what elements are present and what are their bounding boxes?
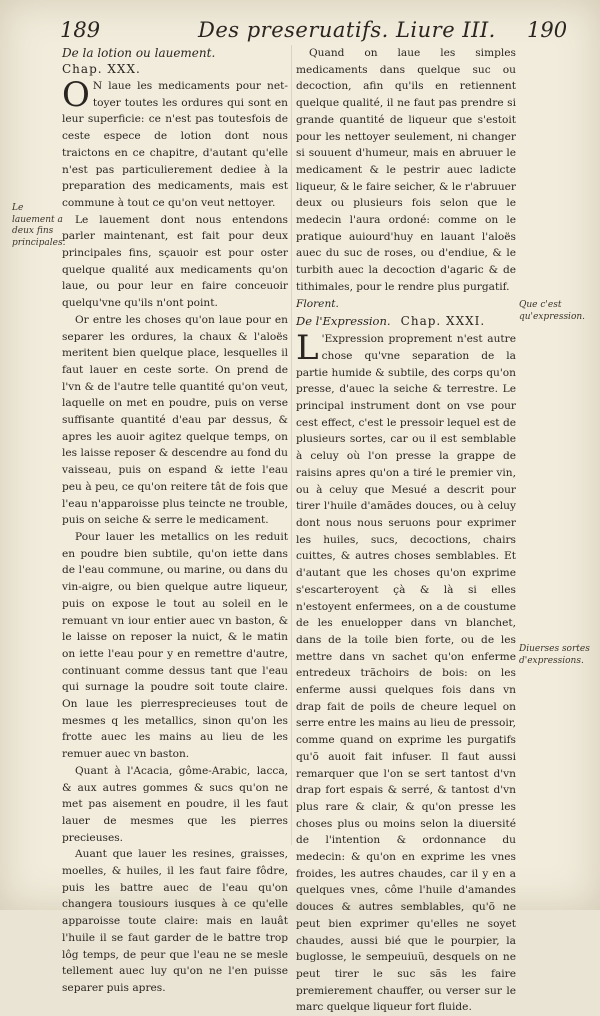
paragraph: Quant à l'Acacia, gôme-Arabic, lacca, & aux autres gommes & sucs qu'on ne met pas aisement en poudre, il les faut lauer de mesmes que les pierres precieuses. [62, 764, 288, 844]
paragraph-intro [62, 75, 288, 212]
drop-cap-l: L [296, 328, 319, 369]
chapter-heading-30: Chap. XXX. [62, 62, 141, 76]
margin-note-expression: Que c'est qu'expression. [519, 300, 586, 322]
left-column [62, 45, 288, 997]
paragraph: Quand on laue les simples medicaments dans quelque suc ou decoction, afin qu'ils en retiennent quelque qualité, il ne faut pas prendre si grande quantité de liqueur que s'estoit pour les nettoyer seulement, ni changer si souuent d'humeur, mais en abruuer le medicament & le pestrir auec ladicte liqueur, & le faire seicher, & le r'abruuer deux ou plusieurs fois selon que le medecin l'aura ordoné: comme on le pratique auiourd'huy en lauant l'aloës auec du suc de roses, ou d'endiue, & le turbith auec la decoction d'agaric & de tithimales, pour le rendre plus purgatif. [296, 47, 516, 293]
right-column [296, 45, 516, 1016]
margin-note-left: Le lauement a deux fins principales. [12, 203, 66, 248]
paragraph: Le lauement dont nous entendons parler maintenant, est fait pour deux principales fins, sçauoir est pour oster quelque qualité aux medicaments qu'on laue, ou pour leur en faire conceuoir quelqu'vne qu'ils n'ont point. [62, 213, 288, 310]
margin-note-kinds: Diuerses sortes d'expressions. [519, 644, 590, 666]
running-title: Des preseruatifs. Liure III. [198, 18, 496, 42]
paragraph: Or entre les choses qu'on laue pour en separer les ordures, la chaux & l'aloës meritent bien quelque place, lesquelles il faut lauer en ceste sorte. On prend de l'vn & de l'autre telle quantité qu'on veut, laquelle on met en poudre, puis on verse suffisante quantité d'eau par dessus, & apres les auoir agitez quelque temps, on les laisse reposer & descendre au fond du vaisseau, puis on espand & iette l'eau peu à peu, ce qu'on reitere tât de fois que l'eau n'apparoisse plus teincte ne trouble, puis on seiche & serre le medicament. [62, 313, 288, 527]
signature-florent: Florent. [296, 297, 339, 310]
chapter-number: Chap. XXXI. [400, 314, 486, 329]
paragraph: Auant que lauer les resines, graisses, moelles, & huiles, il les faut faire fôdre, puis les battre auec de l'eau qu'on changera tousiours iusques à ce qu'elle apparoisse toute claire: mais en lauât l'huile il se faut garder de le battre trop lôg temps, de peur que l'eau ne se mesle tellement auec luy qu'on ne l'en puisse separer puis apres. [62, 848, 288, 994]
drop-cap-o: O [62, 75, 90, 115]
paragraph-text: N laue les medicaments pour net-toyer toutes les ordures qui sont en leur superficie: ce n'est pas toutesfois de ceste espece de lotion dont nous traictons en ce chapitre, d'autant qu'elle n'est pas particulierement dediee à la preparation des medicaments, mais est commune à tout ce qu'on veut nettoyer. [62, 80, 288, 209]
column-divider [291, 45, 292, 845]
page-number-right: 190 [527, 18, 568, 42]
paragraph-text: 'Expression proprement n'est autre chose qu'vne separation de la partie humide & subtile, des corps qu'on presse, d'auec la seiche & terrestre. Le principal instrument dont on vse pour cest effect, c'est le pressoir lequel est de plusieurs sortes, car ou il est semblable à celuy où l'on presse la grappe de raisins apres qu'on a tiré le premier vin, ou à celuy que Mesué a descrit pour tirer l'huile d'amãdes douces, ou à celuy dont nous nous seruons pour exprimer les huiles, sucs, decoctions, chairs cuittes, & autres choses semblables. Et d'autant que les choses qu'on exprime s'escarteroyent çà & là si elles n'estoyent enfermees, on a de coustume de les enuelopper dans vn blanchet, dans de la toile bien forte, ou de les mettre dans vn sachet qu'on enferme entredeux trãchoirs de bois: on les enferme aussi quelques fois dans vn drap fait de poils de cheure lequel on serre entre les mains au lieu de pressoir, comme quand on exprime les purgatifs qu'õ auoit fait infuser. Il faut aussi remarquer que l'on se sert tantost d'vn drap fort espais & serré, & tantost d'vn plus rare & clair, & qu'on presse les choses plus ou moins selon la diuersité de l'intention & ordonnance du medecin: & qu'on en exprime les vnes froides, les autres chaudes, car il y en a quelques vnes, côme l'huile d'amandes douces & autres semblables, qu'õ ne peut bien exprimer qu'elles ne soyet chaudes, aussi bié que le pourpier, la buglosse, le sempeuiuũ, desquels on ne peut tirer le suc sãs les faire premierement chauffer, ou verser sur le marc quelque liqueur fort fluide. [296, 333, 516, 1014]
paragraph-expression [296, 328, 516, 1016]
page-number-left: 189 [60, 18, 101, 42]
paragraph: Pour lauer les metallics on les reduit en poudre bien subtile, qu'on iette dans de l'eau commune, ou marine, ou dans du vin-aigre, ou bien quelque autre liqueur, puis on expose le tout au soleil en le remuant vn iour entier auec vn baston, & le laisse on reposer la nuict, & le matin on iette l'eau pour y en remettre d'autre, continuant comme dessus tant que l'eau qui surnage la poudre soit toute claire. On laue les pierresprecieuses tout de mesmes q les metallics, sinon qu'on les frotte auec les mains au lieu de les remuer auec vn baston. [62, 530, 288, 761]
section-title-lotion: De la lotion ou lauement. [62, 46, 216, 60]
page-header [0, 18, 600, 48]
chapter-heading-31 [296, 312, 516, 331]
section-title-expression: De l'Expression. [296, 314, 391, 329]
